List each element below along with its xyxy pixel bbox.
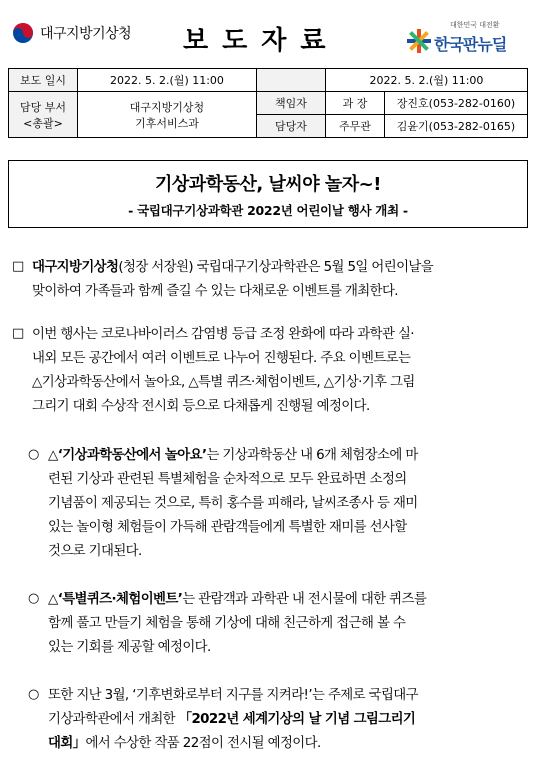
p2-line-3: △기상과학동산에서 놀아요, △특별 퀴즈·체험이벤트, △기상·기후 그림 — [32, 375, 415, 390]
b3-line-3b: 에서 수상한 작품 22점이 전시될 예정이다. — [85, 736, 321, 751]
distribution-date-label — [257, 69, 326, 92]
dept-label-sub: <총괄> — [23, 116, 63, 130]
headline: 기상과학동산, 날씨야 놀자~! — [155, 174, 381, 195]
b2-line-2: 함께 풀고 만들기 체험을 통해 기상에 대해 친근하게 접근해 볼 수 — [48, 616, 406, 631]
distribution-date: 2022. 5. 2.(월) 11:00 — [326, 69, 528, 92]
p1-line-1: (청장 서장원) 국립대구기상과학관은 5월 5일 어린이날을 — [118, 260, 434, 275]
responsible-contact: 장진호(053-282-0160) — [385, 92, 528, 115]
dept-name-2: 기후서비스과 — [135, 116, 199, 130]
manager-contact: 김윤기(053-282-0165) — [385, 115, 528, 138]
b3-line-1: 또한 지난 3월, ‘기후변화로부터 지구를 지켜라!’는 주제로 국립대구 — [48, 688, 418, 703]
headline-box — [8, 160, 528, 228]
paragraph-2 — [32, 323, 526, 419]
square-bullet: □ — [12, 259, 25, 274]
dept-label-cell — [9, 92, 78, 138]
b1-triangle: △ — [48, 448, 58, 463]
sub-headline: - 국립대구기상과학관 2022년 어린이날 행사 개최 - — [128, 203, 408, 218]
b2-bold: ‘특별퀴즈·체험이벤트’ — [57, 592, 183, 607]
taeguk-icon — [12, 22, 34, 44]
paragraph-1 — [32, 256, 526, 304]
report-date: 2022. 5. 2.(월) 11:00 — [78, 69, 257, 92]
p2-line-2: 내외 모든 공간에서 여러 이벤트로 나누어 진행된다. 주요 이벤트로는 — [32, 351, 411, 366]
new-deal-logo — [406, 18, 528, 58]
new-deal-subtitle: 대한민국 대전환 — [450, 21, 500, 29]
new-deal-star-icon — [406, 28, 432, 54]
manager-label: 담당자 — [257, 115, 326, 138]
b2-line-1: 는 관람객과 과학관 내 전시물에 대한 퀴즈를 — [182, 592, 427, 607]
p1-line-2: 맞이하여 가족들과 함께 즐길 수 있는 다채로운 이벤트를 개최한다. — [32, 284, 398, 299]
b2-line-3: 있는 기회를 제공할 예정이다. — [48, 640, 211, 655]
b1-line-2: 련된 기상과 관련된 특별체험을 순차적으로 모두 완료하면 소정의 — [48, 472, 407, 487]
kma-logo — [12, 22, 131, 44]
bullet-1 — [48, 444, 526, 564]
bullet-2 — [48, 588, 526, 660]
dept-name-1: 대구지방기상청 — [129, 100, 205, 114]
b3-line-2a: 기상과학관에서 개최한 — [48, 712, 179, 727]
b1-bold: ‘기상과학동산에서 놀아요’ — [57, 448, 207, 463]
b3-line-2b: 「2022년 세계기상의 날 기념 그림그리기 — [178, 712, 416, 727]
b1-line-3: 기념품이 제공되는 것으로, 특히 홍수를 피해라, 날씨조종사 등 재미 — [48, 496, 418, 511]
bullet-3 — [48, 684, 526, 756]
manager-title: 주무관 — [326, 115, 385, 138]
b3-line-3a: 대회」 — [48, 736, 86, 751]
dept-label: 담당 부서 — [19, 100, 66, 114]
responsible-label: 책임자 — [257, 92, 326, 115]
press-info-table — [8, 68, 528, 138]
press-release-title: 보도자료 — [183, 26, 340, 56]
p1-bold: 대구지방기상청 — [32, 260, 119, 275]
circle-bullet: ○ — [28, 591, 40, 606]
p2-line-4: 그리기 대회 수상작 전시회 등으로 다채롭게 진행될 예정이다. — [32, 399, 370, 414]
circle-bullet: ○ — [28, 447, 40, 462]
org-name: 대구지방기상청 — [40, 26, 132, 42]
new-deal-name: 한국판뉴딜 — [434, 35, 507, 54]
b1-line-5: 것으로 기대된다. — [48, 544, 142, 559]
square-bullet: □ — [12, 326, 25, 341]
press-header — [8, 10, 528, 58]
b1-line-1: 는 기상과학동산 내 6개 체험장소에 마 — [206, 448, 418, 463]
circle-bullet: ○ — [28, 687, 40, 702]
b2-triangle: △ — [48, 592, 58, 607]
p2-line-1: 이번 행사는 코로나바이러스 감염병 등급 조정 완화에 따라 과학관 실· — [32, 327, 414, 342]
report-date-label: 보도 일시 — [9, 69, 78, 92]
dept-name-cell — [78, 92, 257, 138]
responsible-title: 과 장 — [326, 92, 385, 115]
b1-line-4: 있는 놀이형 체험들이 가득해 관람객들에게 특별한 재미를 선사할 — [48, 520, 407, 535]
